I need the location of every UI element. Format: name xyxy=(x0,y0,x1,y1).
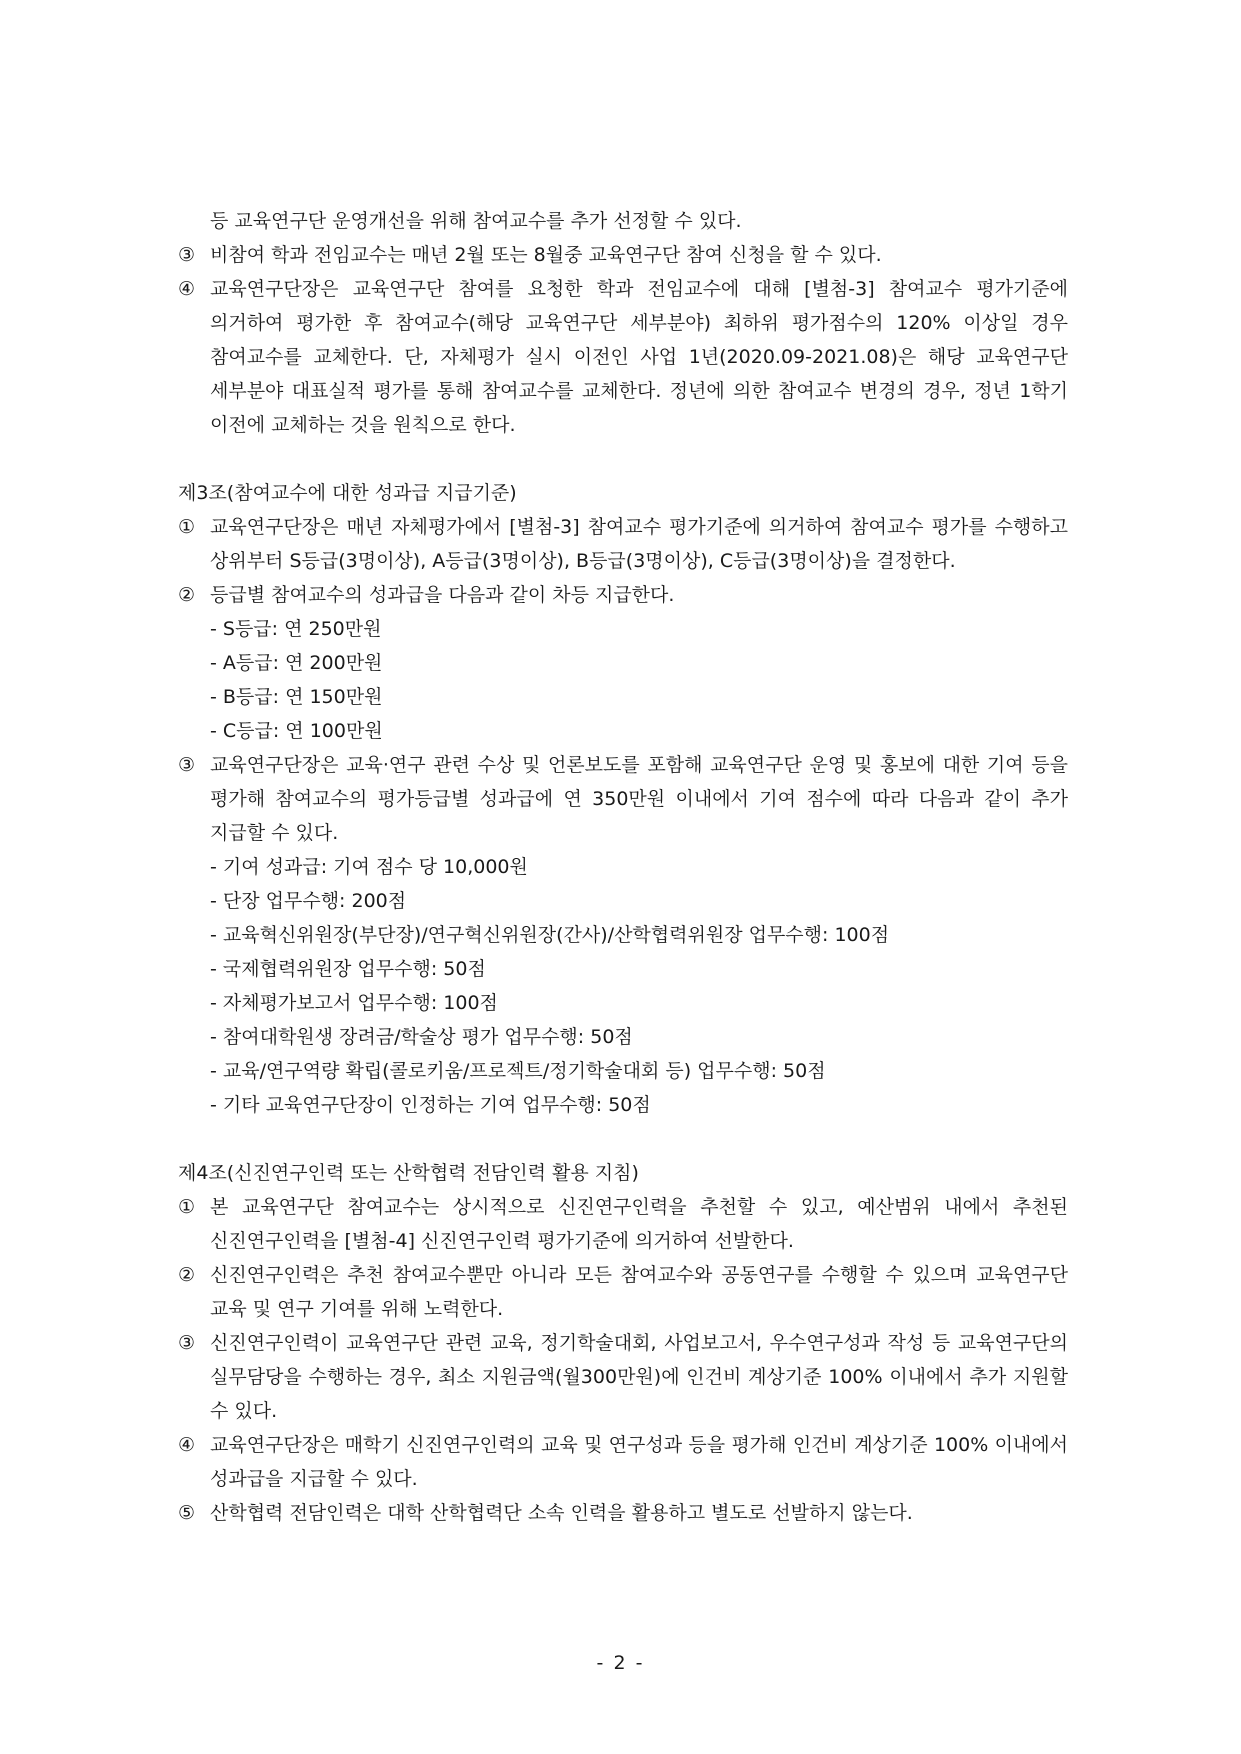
item-text: 산학협력 전담인력은 대학 산학협력단 소속 인력을 활용하고 별도로 선발하지 않는다. xyxy=(210,1502,913,1524)
item-number: ② xyxy=(178,1264,196,1286)
article3-item-2 xyxy=(178,578,1068,612)
contribution-line: - 단장 업무수행: 200점 xyxy=(210,890,407,912)
item-text: 신진연구인력이 교육연구단 관련 교육, 정기학술대회, 사업보고서, 우수연구성과 작성 등 교육연구단의 실무담당을 수행하는 경우, 최소 지원금액(월300만원)에 인건비 계상기준 100% 이내에서 추가 지원할 수 있다. xyxy=(210,1332,1068,1422)
contribution-line: - 국제협력위원장 업무수행: 50점 xyxy=(210,958,486,980)
item-number: ④ xyxy=(178,1434,196,1456)
item-number: ② xyxy=(178,584,196,606)
article4-item-2 xyxy=(178,1258,1068,1326)
item-number: ① xyxy=(178,516,196,538)
contribution-line: - 참여대학원생 장려금/학술상 평가 업무수행: 50점 xyxy=(210,1026,633,1048)
page-number: - 2 - xyxy=(596,1652,645,1674)
item-text: 교육연구단장은 매년 자체평가에서 [별첨-3] 참여교수 평가기준에 의거하여 참여교수 평가를 수행하고 상위부터 S등급(3명이상), A등급(3명이상), B등급(3명이상), C등급(3명이상)을 결정한다. xyxy=(210,516,1068,572)
contribution-line: - 기타 교육연구단장이 인정하는 기여 업무수행: 50점 xyxy=(210,1094,651,1116)
grade-a: - A등급: 연 200만원 xyxy=(210,652,383,674)
article2-item-3 xyxy=(178,238,1068,272)
document-body xyxy=(178,204,1068,1530)
article3-item-3 xyxy=(178,748,1068,850)
item-number: ④ xyxy=(178,278,196,300)
grade-b: - B등급: 연 150만원 xyxy=(210,686,383,708)
article3-item-1 xyxy=(178,510,1068,578)
contribution-line: - 교육/연구역량 확립(콜로키움/프로젝트/정기학술대회 등) 업무수행: 50점 xyxy=(210,1060,826,1082)
article4-item-4 xyxy=(178,1428,1068,1496)
article2-item-4 xyxy=(178,272,1068,442)
article3-title: 제3조(참여교수에 대한 성과급 지급기준) xyxy=(178,482,517,504)
article4-item-5 xyxy=(178,1496,1068,1530)
item-text: 비참여 학과 전임교수는 매년 2월 또는 8월중 교육연구단 참여 신청을 할 수 있다. xyxy=(210,244,882,266)
item-text: 교육연구단장은 매학기 신진연구인력의 교육 및 연구성과 등을 평가해 인건비 계상기준 100% 이내에서 성과급을 지급할 수 있다. xyxy=(210,1434,1068,1490)
item-number: ⑤ xyxy=(178,1502,196,1524)
article4-title: 제4조(신진연구인력 또는 산학협력 전담인력 활용 지침) xyxy=(178,1162,639,1184)
item-number: ③ xyxy=(178,754,196,776)
item-text: 신진연구인력은 추천 참여교수뿐만 아니라 모든 참여교수와 공동연구를 수행할 수 있으며 교육연구단 교육 및 연구 기여를 위해 노력한다. xyxy=(210,1264,1068,1320)
article4-item-3 xyxy=(178,1326,1068,1428)
continuation-line: 등 교육연구단 운영개선을 위해 참여교수를 추가 선정할 수 있다. xyxy=(210,210,742,232)
contribution-line: - 자체평가보고서 업무수행: 100점 xyxy=(210,992,498,1014)
item-text: 등급별 참여교수의 성과급을 다음과 같이 차등 지급한다. xyxy=(210,584,675,606)
item-text: 교육연구단장은 교육·연구 관련 수상 및 언론보도를 포함해 교육연구단 운영 및 홍보에 대한 기여 등을 평가해 참여교수의 평가등급별 성과급에 연 350만원 이내에서 기여 점수에 따라 다음과 같이 추가 지급할 수 있다. xyxy=(210,754,1068,844)
item-number: ① xyxy=(178,1196,196,1218)
grade-s: - S등급: 연 250만원 xyxy=(210,618,382,640)
item-text: 본 교육연구단 참여교수는 상시적으로 신진연구인력을 추천할 수 있고, 예산범위 내에서 추천된 신진연구인력을 [별첨-4] 신진연구인력 평가기준에 의거하여 선발한다. xyxy=(210,1196,1068,1252)
contribution-line: - 교육혁신위원장(부단장)/연구혁신위원장(간사)/산학협력위원장 업무수행: 100점 xyxy=(210,924,890,946)
item-number: ③ xyxy=(178,1332,196,1354)
article4-item-1 xyxy=(178,1190,1068,1258)
contribution-line: - 기여 성과급: 기여 점수 당 10,000원 xyxy=(210,856,528,878)
item-number: ③ xyxy=(178,244,196,266)
item-text: 교육연구단장은 교육연구단 참여를 요청한 학과 전임교수에 대해 [별첨-3] 참여교수 평가기준에 의거하여 평가한 후 참여교수(해당 교육연구단 세부분야) 최하위 평가점수의 120% 이상일 경우 참여교수를 교체한다. 단, 자체평가 실시 이전인 사업 1년(2020.09-2021.08)은 해당 교육연구단 세부분야 대표실적 평가를 통해 참여교수를 교체한다. 정년에 의한 참여교수 변경의 경우, 정년 1학기 이전에 교체하는 것을 원칙으로 한다. xyxy=(210,278,1068,436)
grade-c: - C등급: 연 100만원 xyxy=(210,720,383,742)
